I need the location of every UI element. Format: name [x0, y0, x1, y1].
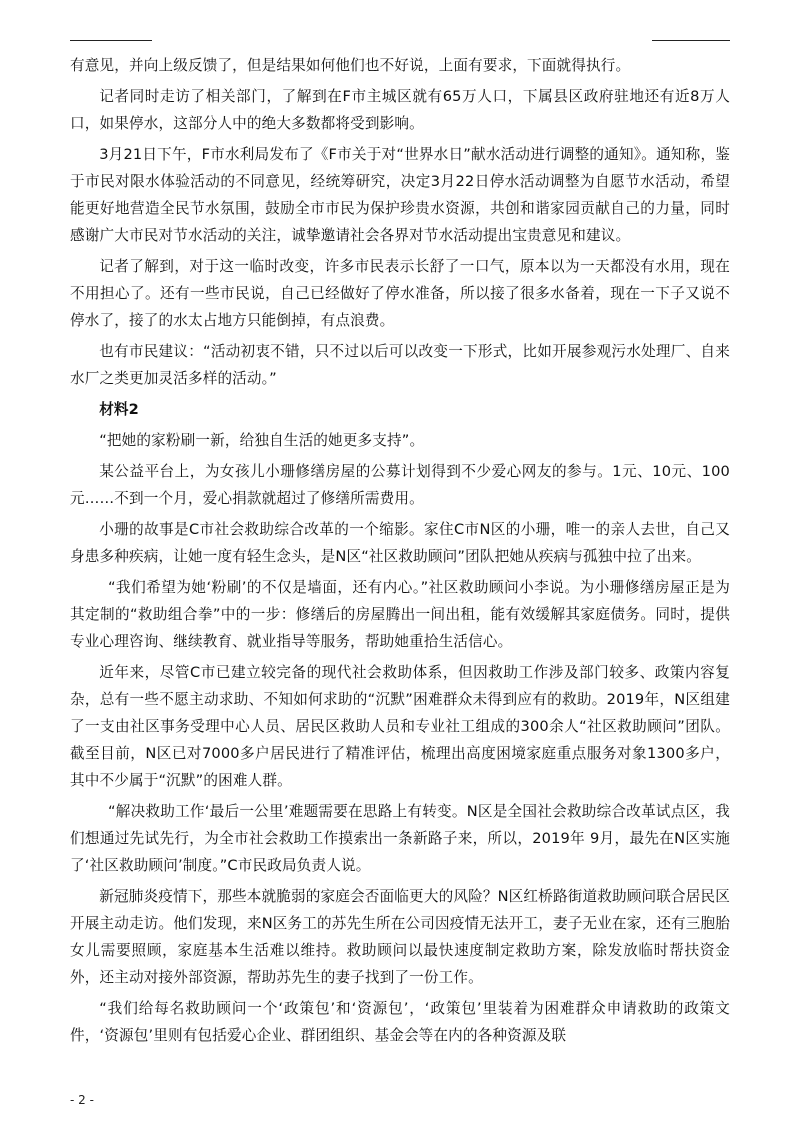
header-rule-right — [652, 40, 730, 41]
paragraph: 也有市民建议：“活动初衷不错，只不过以后可以改变一下形式，比如开展参观污水处理厂、自来水厂之类更加灵活多样的活动。” — [70, 343, 730, 387]
paragraph: 新冠肺炎疫情下，那些本就脆弱的家庭会否面临更大的风险？N区红桥路街道救助顾问联合居民区开展主动走访。他们发现，来N区务工的苏先生所在公司因疫情无法开工，妻子无业在家，还有三胞胎女儿需要照顾，家庭基本生活难以维持。救助顾问以最快速度制定救助方案，除发放临时帮扶资金外，还主动对接外部资源，帮助苏先生的妻子找到了一份工作。 — [70, 888, 730, 986]
document-body — [70, 52, 730, 1053]
paragraph: “解决救助工作‘最后一公里’难题需要在思路上有转变。N区是全国社会救助综合改革试点区，我们想通过先试先行，为全市社会救助工作摸索出一条新路子来，所以，2019年 9月，最先在N区实施了‘社区救助顾问’制度。”C市民政局负责人说。 — [70, 803, 730, 874]
header-rule-left — [70, 40, 152, 41]
paragraph: “我们希望为她‘粉刷’的不仅是墙面，还有内心。”社区救助顾问小李说。为小珊修缮房屋正是为其定制的“救助组合拳”中的一步：修缮后的房屋腾出一间出租，能有效缓解其家庭债务。同时，提供专业心理咨询、继续教育、就业指导等服务，帮助她重拾生活信心。 — [70, 579, 730, 650]
paragraph: “我们给每名救助顾问一个‘政策包’和‘资源包’，‘政策包’里装着为困难群众申请救助的政策文件，‘资源包’里则有包括爱心企业、群团组织、基金会等在内的各种资源及联 — [70, 1000, 730, 1044]
paragraph: 某公益平台上，为女孩儿小珊修缮房屋的公募计划得到不少爱心网友的参与。1元、10元、100元……不到一个月，爱心捐款就超过了修缮所需费用。 — [70, 463, 730, 507]
paragraph: 记者同时走访了相关部门，了解到在F市主城区就有65万人口，下属县区政府驻地还有近8万人口，如果停水，这部分人中的绝大多数都将受到影响。 — [70, 88, 730, 132]
page-number: - 2 - — [70, 1093, 94, 1107]
paragraph: 近年来，尽管C市已建立较完备的现代社会救助体系，但因救助工作涉及部门较多、政策内容复杂，总有一些不愿主动求助、不知如何求助的“沉默”困难群众未得到应有的救助。2019年，N区组建了一支由社区事务受理中心人员、居民区救助人员和专业社工组成的300余人“社区救助顾问”团队。截至目前，N区已对7000多户居民进行了精准评估，梳理出高度困境家庭重点服务对象1300多户，其中不少属于“沉默”的困难人群。 — [70, 664, 730, 789]
paragraph: 有意见，并向上级反馈了，但是结果如何他们也不好说，上面有要求，下面就得执行。 — [70, 57, 631, 74]
paragraph: 记者了解到，对于这一临时改变，许多市民表示长舒了一口气，原本以为一天都没有水用，现在不用担心了。还有一些市民说，自己已经做好了停水准备，所以接了很多水备着，现在一下子又说不停水了，接了的水太占地方只能倒掉，有点浪费。 — [70, 258, 730, 329]
paragraph: 小珊的故事是C市社会救助综合改革的一个缩影。家住C市N区的小珊，唯一的亲人去世，自己又身患多种疾病，让她一度有轻生念头，是N区“社区救助顾问”团队把她从疾病与孤独中拉了出来。 — [70, 521, 730, 565]
paragraph: “把她的家粉刷一新，给独自生活的她更多支持”。 — [99, 432, 425, 449]
section-heading: 材料2 — [99, 401, 139, 418]
paragraph: 3月21日下午，F市水利局发布了《F市关于对“世界水日”献水活动进行调整的通知》。通知称，鉴于市民对限水体验活动的不同意见，经统筹研究，决定3月22日停水活动调整为自愿节水活动，希望能更好地营造全民节水氛围，鼓励全市市民为保护珍贵水资源，共创和谐家园贡献自己的力量，同时感谢广大市民对节水活动的关注，诚挚邀请社会各界对节水活动提出宝贵意见和建议。 — [70, 146, 730, 244]
